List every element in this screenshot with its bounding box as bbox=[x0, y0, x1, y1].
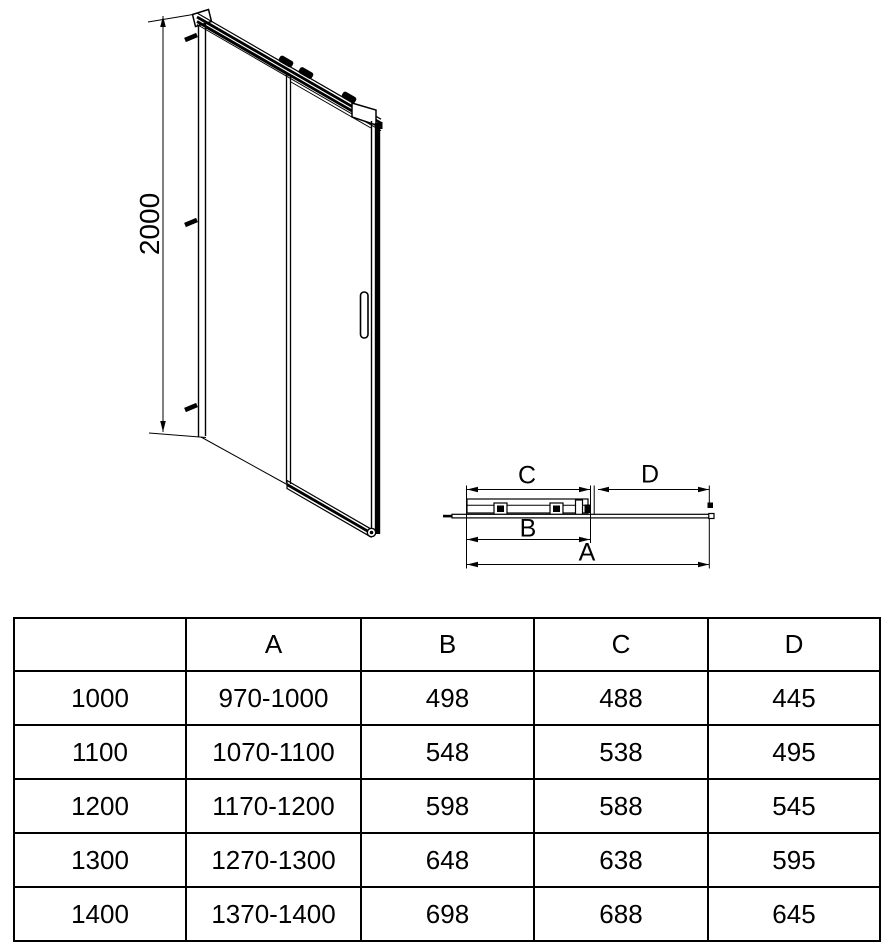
door-handle bbox=[361, 292, 369, 338]
row-1-size: 1100 bbox=[14, 725, 186, 779]
table-row bbox=[14, 671, 880, 725]
row-2-a: 1170-1200 bbox=[186, 779, 361, 833]
dim-c-label: C bbox=[517, 461, 537, 490]
top-track bbox=[197, 13, 383, 131]
row-3-c: 638 bbox=[534, 833, 708, 887]
row-2-c: 588 bbox=[534, 779, 708, 833]
table-row bbox=[14, 887, 880, 941]
row-4-a: 1370-1400 bbox=[186, 887, 361, 941]
track-end-bracket bbox=[352, 103, 376, 125]
table-row bbox=[14, 725, 880, 779]
table-row bbox=[14, 779, 880, 833]
header-a: A bbox=[186, 618, 361, 671]
row-1-d: 495 bbox=[708, 725, 880, 779]
row-2-size: 1200 bbox=[14, 779, 186, 833]
dim-b-label: B bbox=[519, 514, 537, 543]
dimensions-table bbox=[13, 617, 881, 942]
row-3-a: 1270-1300 bbox=[186, 833, 361, 887]
fixed-panel bbox=[201, 28, 291, 485]
row-3-size: 1300 bbox=[14, 833, 186, 887]
row-2-d: 545 bbox=[708, 779, 880, 833]
bottom-track bbox=[287, 480, 376, 537]
header-b: B bbox=[361, 618, 534, 671]
row-4-size: 1400 bbox=[14, 887, 186, 941]
row-3-d: 595 bbox=[708, 833, 880, 887]
row-3-b: 648 bbox=[361, 833, 534, 887]
row-0-b: 498 bbox=[361, 671, 534, 725]
header-size bbox=[14, 618, 186, 671]
row-0-d: 445 bbox=[708, 671, 880, 725]
header-d: D bbox=[708, 618, 880, 671]
row-1-c: 538 bbox=[534, 725, 708, 779]
row-0-c: 488 bbox=[534, 671, 708, 725]
row-1-a: 1070-1100 bbox=[186, 725, 361, 779]
dim-a-label: A bbox=[578, 538, 596, 567]
row-4-c: 688 bbox=[534, 887, 708, 941]
dim-d-label: D bbox=[640, 460, 660, 489]
sliding-panel bbox=[291, 82, 380, 534]
row-4-b: 698 bbox=[361, 887, 534, 941]
row-4-d: 645 bbox=[708, 887, 880, 941]
table-row bbox=[14, 833, 880, 887]
wall-profile bbox=[185, 10, 212, 438]
row-1-b: 548 bbox=[361, 725, 534, 779]
height-dimension-label: 2000 bbox=[134, 192, 165, 256]
header-c: C bbox=[534, 618, 708, 671]
row-0-size: 1000 bbox=[14, 671, 186, 725]
plan-sliding-panel bbox=[467, 499, 591, 516]
row-0-a: 970-1000 bbox=[186, 671, 361, 725]
row-2-b: 598 bbox=[361, 779, 534, 833]
table-header-row bbox=[14, 618, 880, 671]
